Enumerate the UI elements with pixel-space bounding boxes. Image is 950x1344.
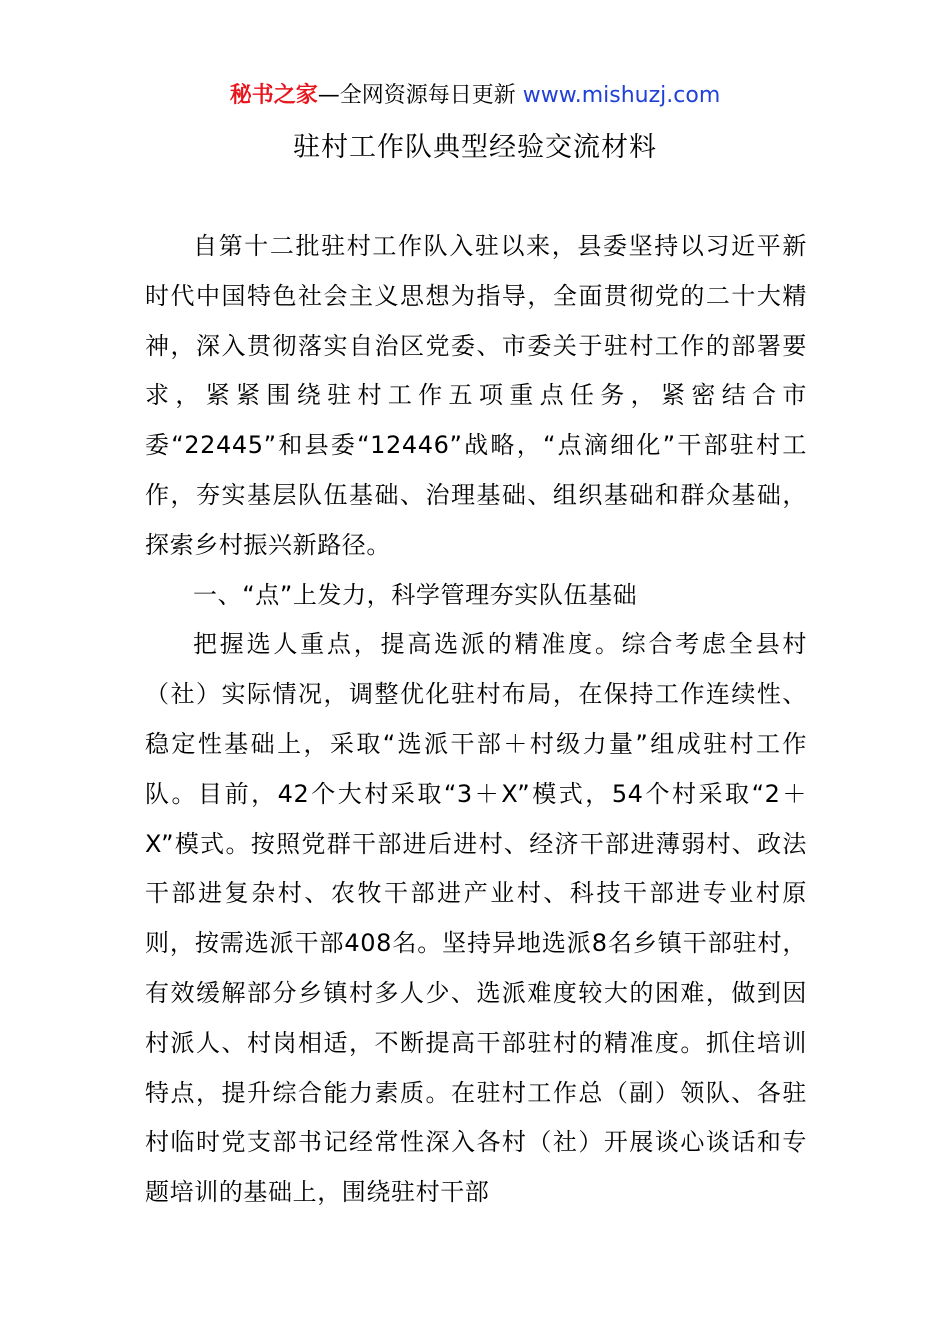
site-url-link[interactable]: www.mishuzj.com: [522, 83, 721, 108]
site-brand: 秘书之家: [229, 83, 318, 108]
site-tagline: —全网资源每日更新: [317, 83, 516, 108]
document-body: [145, 222, 807, 1218]
section-heading-1: 一、“点”上发力，科学管理夯实队伍基础: [193, 580, 638, 609]
paragraph-section-1: 把握选人重点，提高选派的精准度。综合考虑全县村（社）实际情况，调整优化驻村布局，在保持工作连续性、稳定性基础上，采取“选派干部＋村级力量”组成驻村工作队。目前，42个大村采取“3＋X”模式，54个村采取“2＋X”模式。按照党群干部进后进村、经济干部进薄弱村、政法干部进复杂村、农牧干部进产业村、科技干部进专业村原则，按需选派干部408名。坚持异地选派8名乡镇干部驻村，有效缓解部分乡镇村多人少、选派难度较大的困难，做到因村派人、村岗相适，不断提高干部驻村的精准度。抓住培训特点，提升综合能力素质。在驻村工作总（副）领队、各驻村临时党支部书记经常性深入各村（社）开展谈心谈话和专题培训的基础上，围绕驻村干部: [145, 630, 807, 1207]
document-title: 驻村工作队典型经验交流材料: [293, 132, 657, 163]
site-header: [0, 80, 950, 112]
paragraph-intro: 自第十二批驻村工作队入驻以来，县委坚持以习近平新时代中国特色社会主义思想为指导，全面贯彻党的二十大精神，深入贯彻落实自治区党委、市委关于驻村工作的部署要求，紧紧围绕驻村工作五项重点任务，紧密结合市委“22445”和县委“12446”战略，“点滴细化”干部驻村工作，夯实基层队伍基础、治理基础、组织基础和群众基础，探索乡村振兴新路径。: [145, 232, 807, 559]
